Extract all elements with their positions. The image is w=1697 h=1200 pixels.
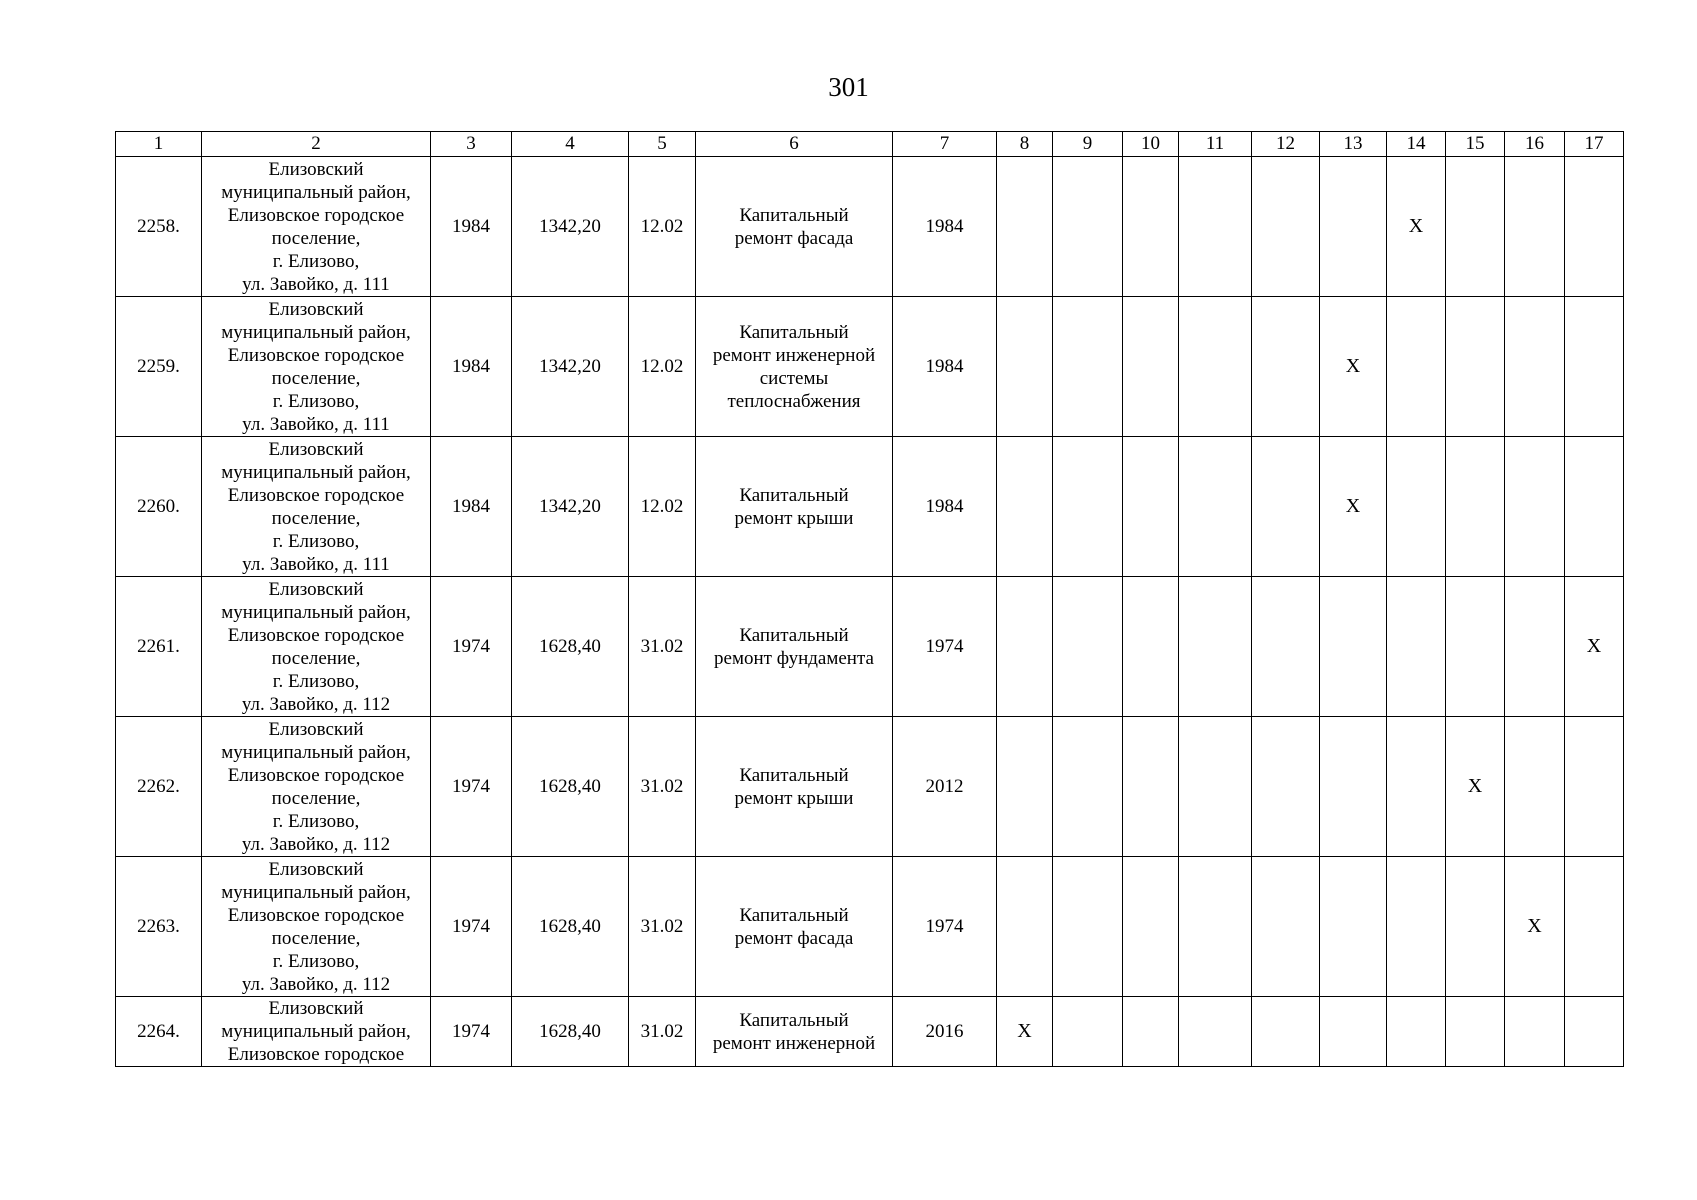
table-row (116, 577, 1624, 717)
mark-cell-col-16 (1505, 577, 1565, 717)
mark-cell-col-8 (997, 577, 1053, 717)
work-type-cell (696, 437, 893, 577)
last-repair-year: 1984 (893, 297, 997, 437)
address-line: г. Елизово, (272, 810, 360, 832)
address-line: муниципальный район, (221, 181, 411, 203)
build-year: 1984 (431, 297, 512, 437)
column-header-12: 12 (1252, 132, 1320, 157)
mark-cell-col-17 (1565, 297, 1624, 437)
mark-cell-col-9 (1053, 717, 1123, 857)
address-line: муниципальный район, (221, 321, 411, 343)
column-header-7: 7 (893, 132, 997, 157)
mark-cell-col-15 (1446, 297, 1505, 437)
work-code: 12.02 (629, 157, 696, 297)
work-type-line: ремонт крыши (734, 787, 854, 809)
work-type-cell (696, 717, 893, 857)
address-line: ул. Завойко, д. 112 (241, 693, 391, 715)
mark-cell-col-13 (1320, 857, 1387, 997)
work-type-line: ремонт фасада (734, 227, 854, 249)
work-code: 12.02 (629, 297, 696, 437)
address-line: г. Елизово, (272, 390, 360, 412)
build-year: 1984 (431, 157, 512, 297)
mark-cell-col-16 (1505, 157, 1565, 297)
table-row (116, 157, 1624, 297)
mark-cell-col-9 (1053, 857, 1123, 997)
mark-cell-col-11 (1179, 577, 1252, 717)
column-header-3: 3 (431, 132, 512, 157)
address-cell (202, 157, 431, 297)
mark-cell-col-13 (1320, 997, 1387, 1067)
row-number: 2261. (116, 577, 202, 717)
work-type-cell (696, 857, 893, 997)
address-line: ул. Завойко, д. 112 (241, 833, 391, 855)
mark-cell-col-10 (1123, 437, 1179, 577)
header-row (116, 132, 1624, 157)
column-header-10: 10 (1123, 132, 1179, 157)
address-line: поселение, (271, 927, 361, 949)
address-line: муниципальный район, (221, 881, 411, 903)
mark-cell-col-8: X (997, 997, 1053, 1067)
work-type-line: ремонт инженерной (712, 344, 876, 366)
column-header-13: 13 (1320, 132, 1387, 157)
address-line: Елизовский (268, 858, 364, 880)
work-code: 31.02 (629, 717, 696, 857)
address-cell (202, 857, 431, 997)
mark-cell-col-11 (1179, 297, 1252, 437)
mark-cell-col-11 (1179, 437, 1252, 577)
row-number: 2260. (116, 437, 202, 577)
address-line: Елизовское городское (227, 624, 405, 646)
mark-cell-col-16 (1505, 717, 1565, 857)
mark-cell-col-8 (997, 437, 1053, 577)
total-area: 1628,40 (512, 577, 629, 717)
column-header-17: 17 (1565, 132, 1624, 157)
work-type-line: Капитальный (739, 321, 849, 343)
mark-cell-col-10 (1123, 857, 1179, 997)
last-repair-year: 1974 (893, 577, 997, 717)
mark-cell-col-16 (1505, 297, 1565, 437)
mark-cell-col-14 (1387, 577, 1446, 717)
address-line: Елизовское городское (227, 1044, 405, 1065)
column-header-16: 16 (1505, 132, 1565, 157)
mark-cell-col-8 (997, 717, 1053, 857)
address-line: Елизовское городское (227, 764, 405, 786)
mark-cell-col-17 (1565, 997, 1624, 1067)
address-line: г. Елизово, (272, 530, 360, 552)
mark-cell-col-14 (1387, 717, 1446, 857)
work-type-cell (696, 997, 893, 1067)
table-row (116, 297, 1624, 437)
work-code: 31.02 (629, 857, 696, 997)
work-type-cell (696, 157, 893, 297)
build-year: 1974 (431, 857, 512, 997)
mark-cell-col-9 (1053, 997, 1123, 1067)
work-type-cell (696, 297, 893, 437)
work-type-line: теплоснабжения (727, 390, 861, 412)
mark-cell-col-15 (1446, 577, 1505, 717)
work-type-line: системы (759, 367, 829, 389)
mark-cell-col-13 (1320, 577, 1387, 717)
mark-cell-col-17: X (1565, 577, 1624, 717)
mark-cell-col-14 (1387, 997, 1446, 1067)
table-body (116, 157, 1624, 1067)
mark-cell-col-15 (1446, 997, 1505, 1067)
last-repair-year: 1974 (893, 857, 997, 997)
mark-cell-col-8 (997, 297, 1053, 437)
last-repair-year: 1984 (893, 157, 997, 297)
mark-cell-col-12 (1252, 717, 1320, 857)
column-header-4: 4 (512, 132, 629, 157)
address-line: Елизовский (268, 438, 364, 460)
last-repair-year: 2012 (893, 717, 997, 857)
address-line: ул. Завойко, д. 111 (242, 273, 390, 295)
row-number: 2258. (116, 157, 202, 297)
address-line: муниципальный район, (221, 741, 411, 763)
mark-cell-col-15 (1446, 857, 1505, 997)
address-line: Елизовский (268, 158, 364, 180)
column-header-2: 2 (202, 132, 431, 157)
address-line: муниципальный район, (221, 461, 411, 483)
work-type-line: Капитальный (739, 204, 849, 226)
mark-cell-col-10 (1123, 577, 1179, 717)
mark-cell-col-10 (1123, 717, 1179, 857)
mark-cell-col-9 (1053, 577, 1123, 717)
address-cell (202, 437, 431, 577)
address-line: ул. Завойко, д. 111 (242, 553, 390, 575)
address-cell (202, 997, 431, 1067)
mark-cell-col-13: X (1320, 437, 1387, 577)
mark-cell-col-11 (1179, 717, 1252, 857)
mark-cell-col-15 (1446, 437, 1505, 577)
column-header-5: 5 (629, 132, 696, 157)
mark-cell-col-12 (1252, 857, 1320, 997)
address-line: Елизовский (268, 298, 364, 320)
total-area: 1628,40 (512, 997, 629, 1067)
mark-cell-col-10 (1123, 997, 1179, 1067)
mark-cell-col-14 (1387, 297, 1446, 437)
mark-cell-col-14 (1387, 857, 1446, 997)
table-row (116, 997, 1624, 1067)
build-year: 1974 (431, 577, 512, 717)
row-number: 2262. (116, 717, 202, 857)
work-type-line: Капитальный (739, 764, 849, 786)
total-area: 1342,20 (512, 157, 629, 297)
work-type-line: Капитальный (739, 484, 849, 506)
mark-cell-col-17 (1565, 157, 1624, 297)
address-line: ул. Завойко, д. 112 (241, 973, 391, 995)
column-header-15: 15 (1446, 132, 1505, 157)
mark-cell-col-12 (1252, 997, 1320, 1067)
total-area: 1628,40 (512, 717, 629, 857)
address-line: муниципальный район, (221, 601, 411, 623)
mark-cell-col-14 (1387, 437, 1446, 577)
mark-cell-col-8 (997, 857, 1053, 997)
mark-cell-col-15 (1446, 157, 1505, 297)
work-type-line: ремонт фундамента (714, 647, 874, 669)
address-line: ул. Завойко, д. 111 (242, 413, 390, 435)
column-header-11: 11 (1179, 132, 1252, 157)
table-row (116, 717, 1624, 857)
mark-cell-col-17 (1565, 437, 1624, 577)
table-row (116, 857, 1624, 997)
mark-cell-col-12 (1252, 577, 1320, 717)
address-line: поселение, (271, 647, 361, 669)
column-header-6: 6 (696, 132, 893, 157)
address-line: Елизовский (268, 998, 364, 1019)
last-repair-year: 2016 (893, 997, 997, 1067)
table-row (116, 437, 1624, 577)
total-area: 1342,20 (512, 297, 629, 437)
total-area: 1342,20 (512, 437, 629, 577)
mark-cell-col-8 (997, 157, 1053, 297)
mark-cell-col-13 (1320, 717, 1387, 857)
column-header-9: 9 (1053, 132, 1123, 157)
work-type-line: ремонт крыши (734, 507, 854, 529)
mark-cell-col-16 (1505, 437, 1565, 577)
work-type-line: ремонт инженерной (712, 1032, 876, 1054)
last-repair-year: 1984 (893, 437, 997, 577)
work-type-line: ремонт фасада (734, 927, 854, 949)
work-type-line: Капитальный (739, 1009, 849, 1031)
address-line: г. Елизово, (272, 950, 360, 972)
row-number: 2264. (116, 997, 202, 1067)
mark-cell-col-17 (1565, 857, 1624, 997)
mark-cell-col-12 (1252, 157, 1320, 297)
mark-cell-col-13 (1320, 157, 1387, 297)
mark-cell-col-9 (1053, 157, 1123, 297)
address-cell (202, 297, 431, 437)
work-code: 12.02 (629, 437, 696, 577)
row-number: 2259. (116, 297, 202, 437)
mark-cell-col-10 (1123, 157, 1179, 297)
column-header-8: 8 (997, 132, 1053, 157)
work-type-line: Капитальный (739, 904, 849, 926)
address-line: г. Елизово, (272, 250, 360, 272)
page-number: 301 (828, 72, 869, 102)
build-year: 1974 (431, 717, 512, 857)
mark-cell-col-9 (1053, 437, 1123, 577)
address-line: Елизовский (268, 718, 364, 740)
column-header-14: 14 (1387, 132, 1446, 157)
mark-cell-col-11 (1179, 157, 1252, 297)
address-line: г. Елизово, (272, 670, 360, 692)
address-cell (202, 717, 431, 857)
address-line: поселение, (271, 787, 361, 809)
address-line: муниципальный район, (221, 1021, 411, 1042)
mark-cell-col-10 (1123, 297, 1179, 437)
mark-cell-col-13: X (1320, 297, 1387, 437)
mark-cell-col-16: X (1505, 857, 1565, 997)
mark-cell-col-15: X (1446, 717, 1505, 857)
address-line: Елизовский (268, 578, 364, 600)
build-year: 1984 (431, 437, 512, 577)
mark-cell-col-11 (1179, 857, 1252, 997)
address-line: поселение, (271, 227, 361, 249)
address-line: поселение, (271, 507, 361, 529)
mark-cell-col-14: X (1387, 157, 1446, 297)
address-line: Елизовское городское (227, 344, 405, 366)
work-type-line: Капитальный (739, 624, 849, 646)
address-line: Елизовское городское (227, 484, 405, 506)
total-area: 1628,40 (512, 857, 629, 997)
address-line: Елизовское городское (227, 904, 405, 926)
mark-cell-col-17 (1565, 717, 1624, 857)
mark-cell-col-9 (1053, 297, 1123, 437)
build-year: 1974 (431, 997, 512, 1067)
mark-cell-col-11 (1179, 997, 1252, 1067)
registry-table (115, 131, 1624, 1067)
work-code: 31.02 (629, 577, 696, 717)
work-type-cell (696, 577, 893, 717)
address-line: поселение, (271, 367, 361, 389)
column-header-1: 1 (116, 132, 202, 157)
work-code: 31.02 (629, 997, 696, 1067)
address-cell (202, 577, 431, 717)
mark-cell-col-16 (1505, 997, 1565, 1067)
mark-cell-col-12 (1252, 437, 1320, 577)
row-number: 2263. (116, 857, 202, 997)
address-line: Елизовское городское (227, 204, 405, 226)
mark-cell-col-12 (1252, 297, 1320, 437)
